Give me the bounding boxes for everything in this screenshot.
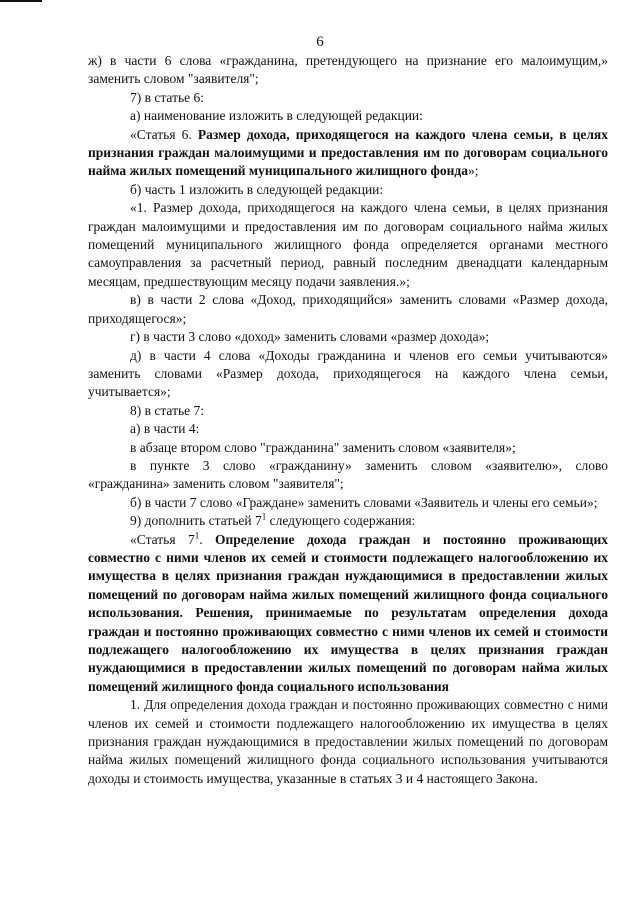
paragraph: д) в части 4 слова «Доходы гражданина и членов его семьи учитываются» заменить словами «Размер дохода, приходящегося на каждого члена семьи, учитывается»;	[88, 347, 608, 400]
paragraph: в абзаце втором слово "гражданина" заменить словом «заявителя»;	[130, 439, 516, 455]
bold-heading: Определение дохода граждан и постоянно проживающих совместно с ними членов их семей и стоимости подлежащего налогообложению их имущества в целях признания граждан нуждающимися в предоставлении жилых помещений по договорам найма жилых помещений жилищного фонда социального использования. Решения, принимаемые по результатам определения дохода граждан и постоянно проживающих совместно с ними членов их семей и стоимости подлежащего налогообложению их имущества в целях признания граждан нуждающимися в предоставлении жилых помещений по договорам найма жилых помещений жилищного фонда социального использования	[88, 531, 608, 694]
paragraph: в) в части 2 слова «Доход, приходящийся» заменить словами «Размер дохода, приходящегося»;	[88, 292, 608, 326]
paragraph: «Статья $7^1$. Определение дохода граждан и постоянно проживающих совместно с ними членов их семей и стоимости подлежащего налогообложению их имущества в целях признания граждан нуждающимися в предоставлении жилых помещений по договорам найма жилых помещений жилищного фонда социального использования. Решения, принимаемые по результатам определения дохода граждан и постоянно проживающих совместно с ними членов их семей и стоимости подлежащего налогообложению их имущества в целях признания граждан нуждающимися в предоставлении жилых помещений по договорам найма жилых помещений жилищного фонда социального использования	[88, 530, 608, 694]
paragraph: а) наименование изложить в следующей редакции:	[130, 108, 423, 124]
paragraph: в пункте 3 слово «гражданину» заменить словом «заявителю», слово «гражданина» заменить словом "заявителя";	[88, 457, 608, 492]
paragraph: б) часть 1 изложить в следующей редакции:	[130, 181, 384, 197]
paragraph: 9) дополнить статьей $7^1$ следующего содержания:	[130, 511, 416, 529]
paragraph: «1. Размер дохода, приходящегося на каждого члена семьи, в целях признания граждан малоимущими и предоставления им по договорам социального найма жилых помещений муниципального жилищного фонда определяется органами местного самоуправления за расчетный период, равный последним двенадцати календарным месяцам, предшествующим месяцу подачи заявления.»;	[88, 200, 608, 289]
document-body	[88, 52, 608, 788]
paragraph: ж) в части 6 слова «гражданина, претендующего на признание его малоимущим,» заменить словом "заявителя";	[88, 53, 608, 87]
bold-heading: Размер дохода, приходящегося на каждого члена семьи, в целях признания граждан малоимущими и предоставления им по договорам социального найма жилых помещений муниципального жилищного фонда	[88, 126, 608, 179]
paragraph: 8) в статье 7:	[130, 402, 204, 418]
paragraph: б) в части 7 слово «Граждане» заменить словами «Заявитель и члены его семьи»;	[130, 494, 598, 510]
paragraph: г) в части 3 слово «доход» заменить словами «размер дохода»;	[130, 329, 490, 345]
paragraph: 1. Для определения дохода граждан и постоянно проживающих совместно с ними членов их семей и стоимости подлежащего налогообложению их имущества в целях признания граждан нуждающимися в предоставлении жилых помещений по договорам найма жилых помещений жилищного фонда социального использования учитываются доходы и стоимость имущества, указанные в статьях 3 и 4 настоящего Закона.	[88, 697, 608, 786]
paragraph: 7) в статье 6:	[130, 89, 204, 105]
paragraph: а) в части 4:	[130, 421, 200, 437]
page-number: 6	[316, 34, 324, 50]
corner-mark	[0, 0, 42, 2]
paragraph: «Статья 6. Размер дохода, приходящегося на каждого члена семьи, в целях признания граждан малоимущими и предоставления им по договорам социального найма жилых помещений муниципального жилищного фонда»;	[88, 126, 608, 179]
